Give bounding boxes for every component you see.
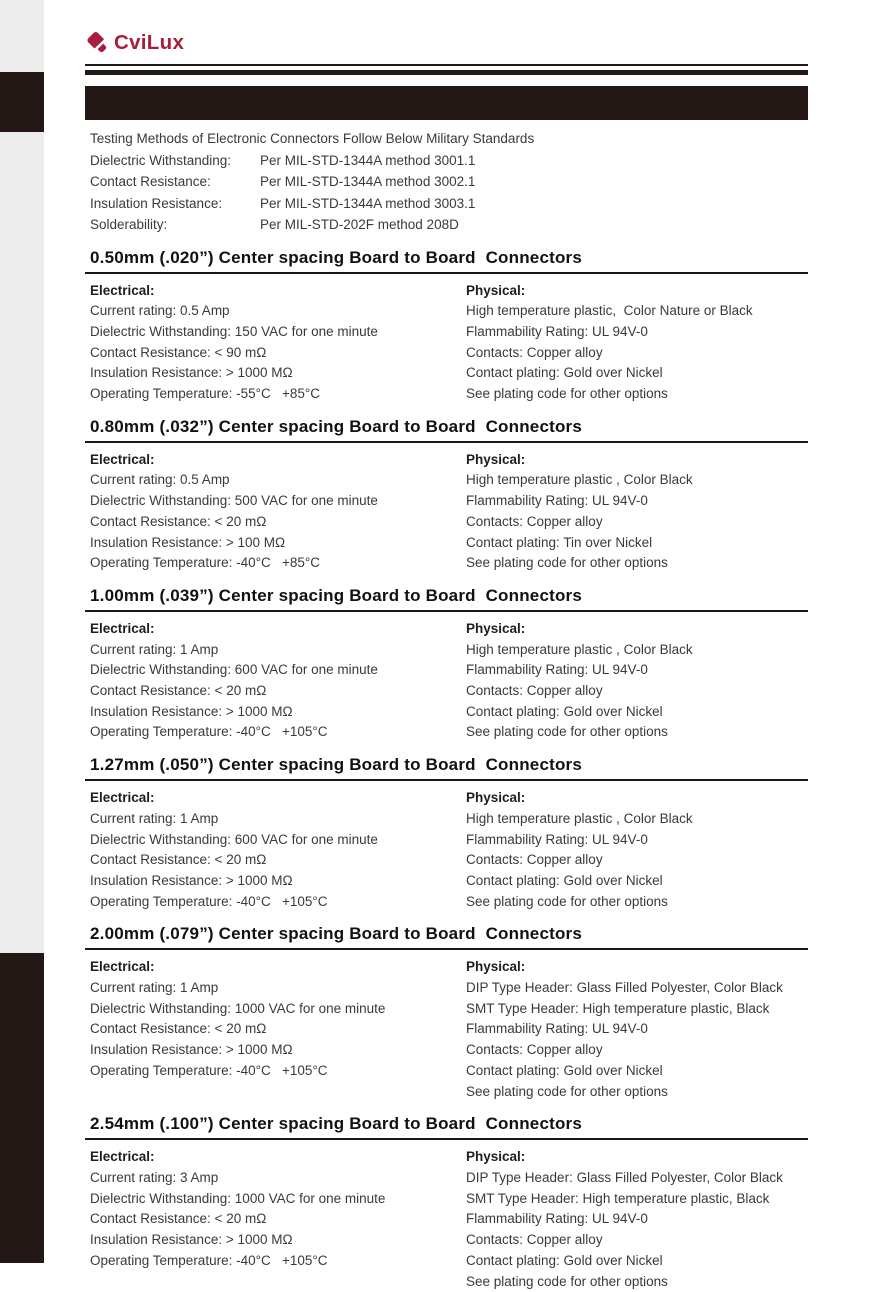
spec-line: Current rating: 1 Amp [90,809,466,830]
spec-line: Contact plating: Gold over Nickel [466,1251,808,1272]
spec-line: See plating code for other options [466,384,808,405]
spec-line: See plating code for other options [466,1272,808,1292]
physical-column [466,274,808,405]
testing-method-label: Dielectric Withstanding: [90,150,260,172]
brand-name: CviLux [114,31,184,55]
spec-line: Contact Resistance: < 20 mΩ [90,850,466,871]
spec-line: Contacts: Copper alloy [466,681,808,702]
spec-line: Insulation Resistance: > 100 MΩ [90,533,466,554]
spec-line: Operating Temperature: -40°C +105°C [90,1061,466,1082]
physical-list [466,1168,808,1292]
spec-line: Dielectric Withstanding: 1000 VAC for one minute [90,1189,466,1210]
electrical-label: Electrical: [90,619,466,640]
physical-label: Physical: [466,450,808,471]
section-heading: 2.00mm (.079”) Center spacing Board to Board Connectors [85,924,808,950]
electrical-list [90,809,466,913]
divider-rule-thin [85,64,808,66]
section-heading: 1.00mm (.039”) Center spacing Board to Board Connectors [85,586,808,612]
spec-section [85,1114,808,1292]
spec-line: Current rating: 3 Amp [90,1168,466,1189]
testing-method-value: Per MIL-STD-1344A method 3002.1 [260,171,808,193]
spec-line: Flammability Rating: UL 94V-0 [466,660,808,681]
section-columns [85,443,808,574]
spec-line: Current rating: 0.5 Amp [90,301,466,322]
spec-line: See plating code for other options [466,722,808,743]
spec-line: Contact plating: Tin over Nickel [466,533,808,554]
spec-section [85,586,808,743]
spec-line: Contact Resistance: < 20 mΩ [90,512,466,533]
spec-line: DIP Type Header: Glass Filled Polyester, Color Black [466,1168,808,1189]
left-tab-top [0,72,44,132]
spec-line: Contact plating: Gold over Nickel [466,871,808,892]
spec-line: Contacts: Copper alloy [466,343,808,364]
physical-column [466,612,808,743]
physical-column [466,781,808,912]
electrical-column [90,781,466,912]
spec-line: Insulation Resistance: > 1000 MΩ [90,702,466,723]
physical-list [466,301,808,405]
electrical-list [90,470,466,574]
electrical-label: Electrical: [90,957,466,978]
physical-column [466,950,808,1102]
physical-list [466,470,808,574]
physical-label: Physical: [466,281,808,302]
testing-method-value: Per MIL-STD-1344A method 3001.1 [260,150,808,172]
spec-line: Operating Temperature: -40°C +105°C [90,722,466,743]
spec-line: Insulation Resistance: > 1000 MΩ [90,871,466,892]
brand-header [85,30,808,55]
spec-line: Contact plating: Gold over Nickel [466,702,808,723]
spec-line: Contact plating: Gold over Nickel [466,1061,808,1082]
spec-line: See plating code for other options [466,1082,808,1103]
section-heading: 1.27mm (.050”) Center spacing Board to Board Connectors [85,755,808,781]
spec-line: High temperature plastic , Color Black [466,470,808,491]
physical-list [466,640,808,744]
electrical-column [90,274,466,405]
spec-line: Dielectric Withstanding: 1000 VAC for one minute [90,999,466,1020]
physical-label: Physical: [466,788,808,809]
section-heading: 0.80mm (.032”) Center spacing Board to Board Connectors [85,417,808,443]
electrical-label: Electrical: [90,281,466,302]
spec-line: Insulation Resistance: > 1000 MΩ [90,363,466,384]
section-columns [85,612,808,743]
electrical-label: Electrical: [90,788,466,809]
spec-line: Flammability Rating: UL 94V-0 [466,491,808,512]
physical-label: Physical: [466,1147,808,1168]
spec-line: SMT Type Header: High temperature plastic, Black [466,1189,808,1210]
testing-method-row [90,193,808,215]
electrical-list [90,301,466,405]
spec-section [85,755,808,912]
spec-line: Contacts: Copper alloy [466,850,808,871]
spec-line: See plating code for other options [466,553,808,574]
spec-line: Flammability Rating: UL 94V-0 [466,322,808,343]
spec-line: Current rating: 1 Amp [90,978,466,999]
spec-section [85,417,808,574]
spec-line: Dielectric Withstanding: 500 VAC for one minute [90,491,466,512]
physical-label: Physical: [466,619,808,640]
spec-section [85,248,808,405]
spec-line: Contact Resistance: < 20 mΩ [90,1019,466,1040]
testing-method-label: Solderability: [90,214,260,236]
testing-method-label: Contact Resistance: [90,171,260,193]
cvilux-logo-icon [85,31,108,54]
spec-line: Dielectric Withstanding: 600 VAC for one minute [90,830,466,851]
spec-line: Flammability Rating: UL 94V-0 [466,830,808,851]
spec-line: Operating Temperature: -40°C +105°C [90,1251,466,1272]
spec-line: High temperature plastic, Color Nature or Black [466,301,808,322]
page-content [85,0,808,1292]
spec-section [85,924,808,1102]
spec-line: High temperature plastic , Color Black [466,640,808,661]
testing-methods-title: Testing Methods of Electronic Connectors Follow Below Military Standards [90,128,808,150]
spec-line: Operating Temperature: -40°C +85°C [90,553,466,574]
physical-list [466,809,808,913]
spec-sections [85,248,808,1292]
section-columns [85,1140,808,1292]
section-title-bar [85,86,808,120]
spec-line: Current rating: 0.5 Amp [90,470,466,491]
electrical-column [90,1140,466,1292]
section-columns [85,274,808,405]
spec-line: Contact Resistance: < 20 mΩ [90,681,466,702]
electrical-label: Electrical: [90,1147,466,1168]
testing-method-row [90,171,808,193]
physical-column [466,443,808,574]
spec-line: Current rating: 1 Amp [90,640,466,661]
electrical-column [90,950,466,1102]
spec-line: Dielectric Withstanding: 150 VAC for one minute [90,322,466,343]
spec-line: SMT Type Header: High temperature plastic, Black [466,999,808,1020]
spec-line: Dielectric Withstanding: 600 VAC for one minute [90,660,466,681]
section-columns [85,950,808,1102]
divider-rule-thick [85,70,808,75]
section-columns [85,781,808,912]
spec-line: Contacts: Copper alloy [466,512,808,533]
testing-method-row [90,150,808,172]
spec-line: Operating Temperature: -40°C +105°C [90,892,466,913]
spec-line: Flammability Rating: UL 94V-0 [466,1209,808,1230]
section-heading: 0.50mm (.020”) Center spacing Board to Board Connectors [85,248,808,274]
testing-method-value: Per MIL-STD-202F method 208D [260,214,808,236]
spec-line: Insulation Resistance: > 1000 MΩ [90,1040,466,1061]
spec-line: Operating Temperature: -55°C +85°C [90,384,466,405]
testing-method-value: Per MIL-STD-1344A method 3003.1 [260,193,808,215]
spec-line: Contact plating: Gold over Nickel [466,363,808,384]
spec-line: See plating code for other options [466,892,808,913]
electrical-column [90,612,466,743]
testing-methods-block [85,128,808,236]
testing-method-label: Insulation Resistance: [90,193,260,215]
left-tab-bottom [0,953,44,1263]
physical-list [466,978,808,1102]
section-heading: 2.54mm (.100”) Center spacing Board to Board Connectors [85,1114,808,1140]
spec-line: Contacts: Copper alloy [466,1040,808,1061]
physical-column [466,1140,808,1292]
spec-line: Flammability Rating: UL 94V-0 [466,1019,808,1040]
spec-line: Insulation Resistance: > 1000 MΩ [90,1230,466,1251]
spec-line: Contact Resistance: < 90 mΩ [90,343,466,364]
electrical-list [90,640,466,744]
electrical-label: Electrical: [90,450,466,471]
spec-line: High temperature plastic , Color Black [466,809,808,830]
spec-line: Contact Resistance: < 20 mΩ [90,1209,466,1230]
electrical-list [90,1168,466,1272]
testing-method-row [90,214,808,236]
physical-label: Physical: [466,957,808,978]
electrical-column [90,443,466,574]
testing-methods-rows [90,150,808,236]
spec-line: DIP Type Header: Glass Filled Polyester, Color Black [466,978,808,999]
electrical-list [90,978,466,1082]
spec-line: Contacts: Copper alloy [466,1230,808,1251]
